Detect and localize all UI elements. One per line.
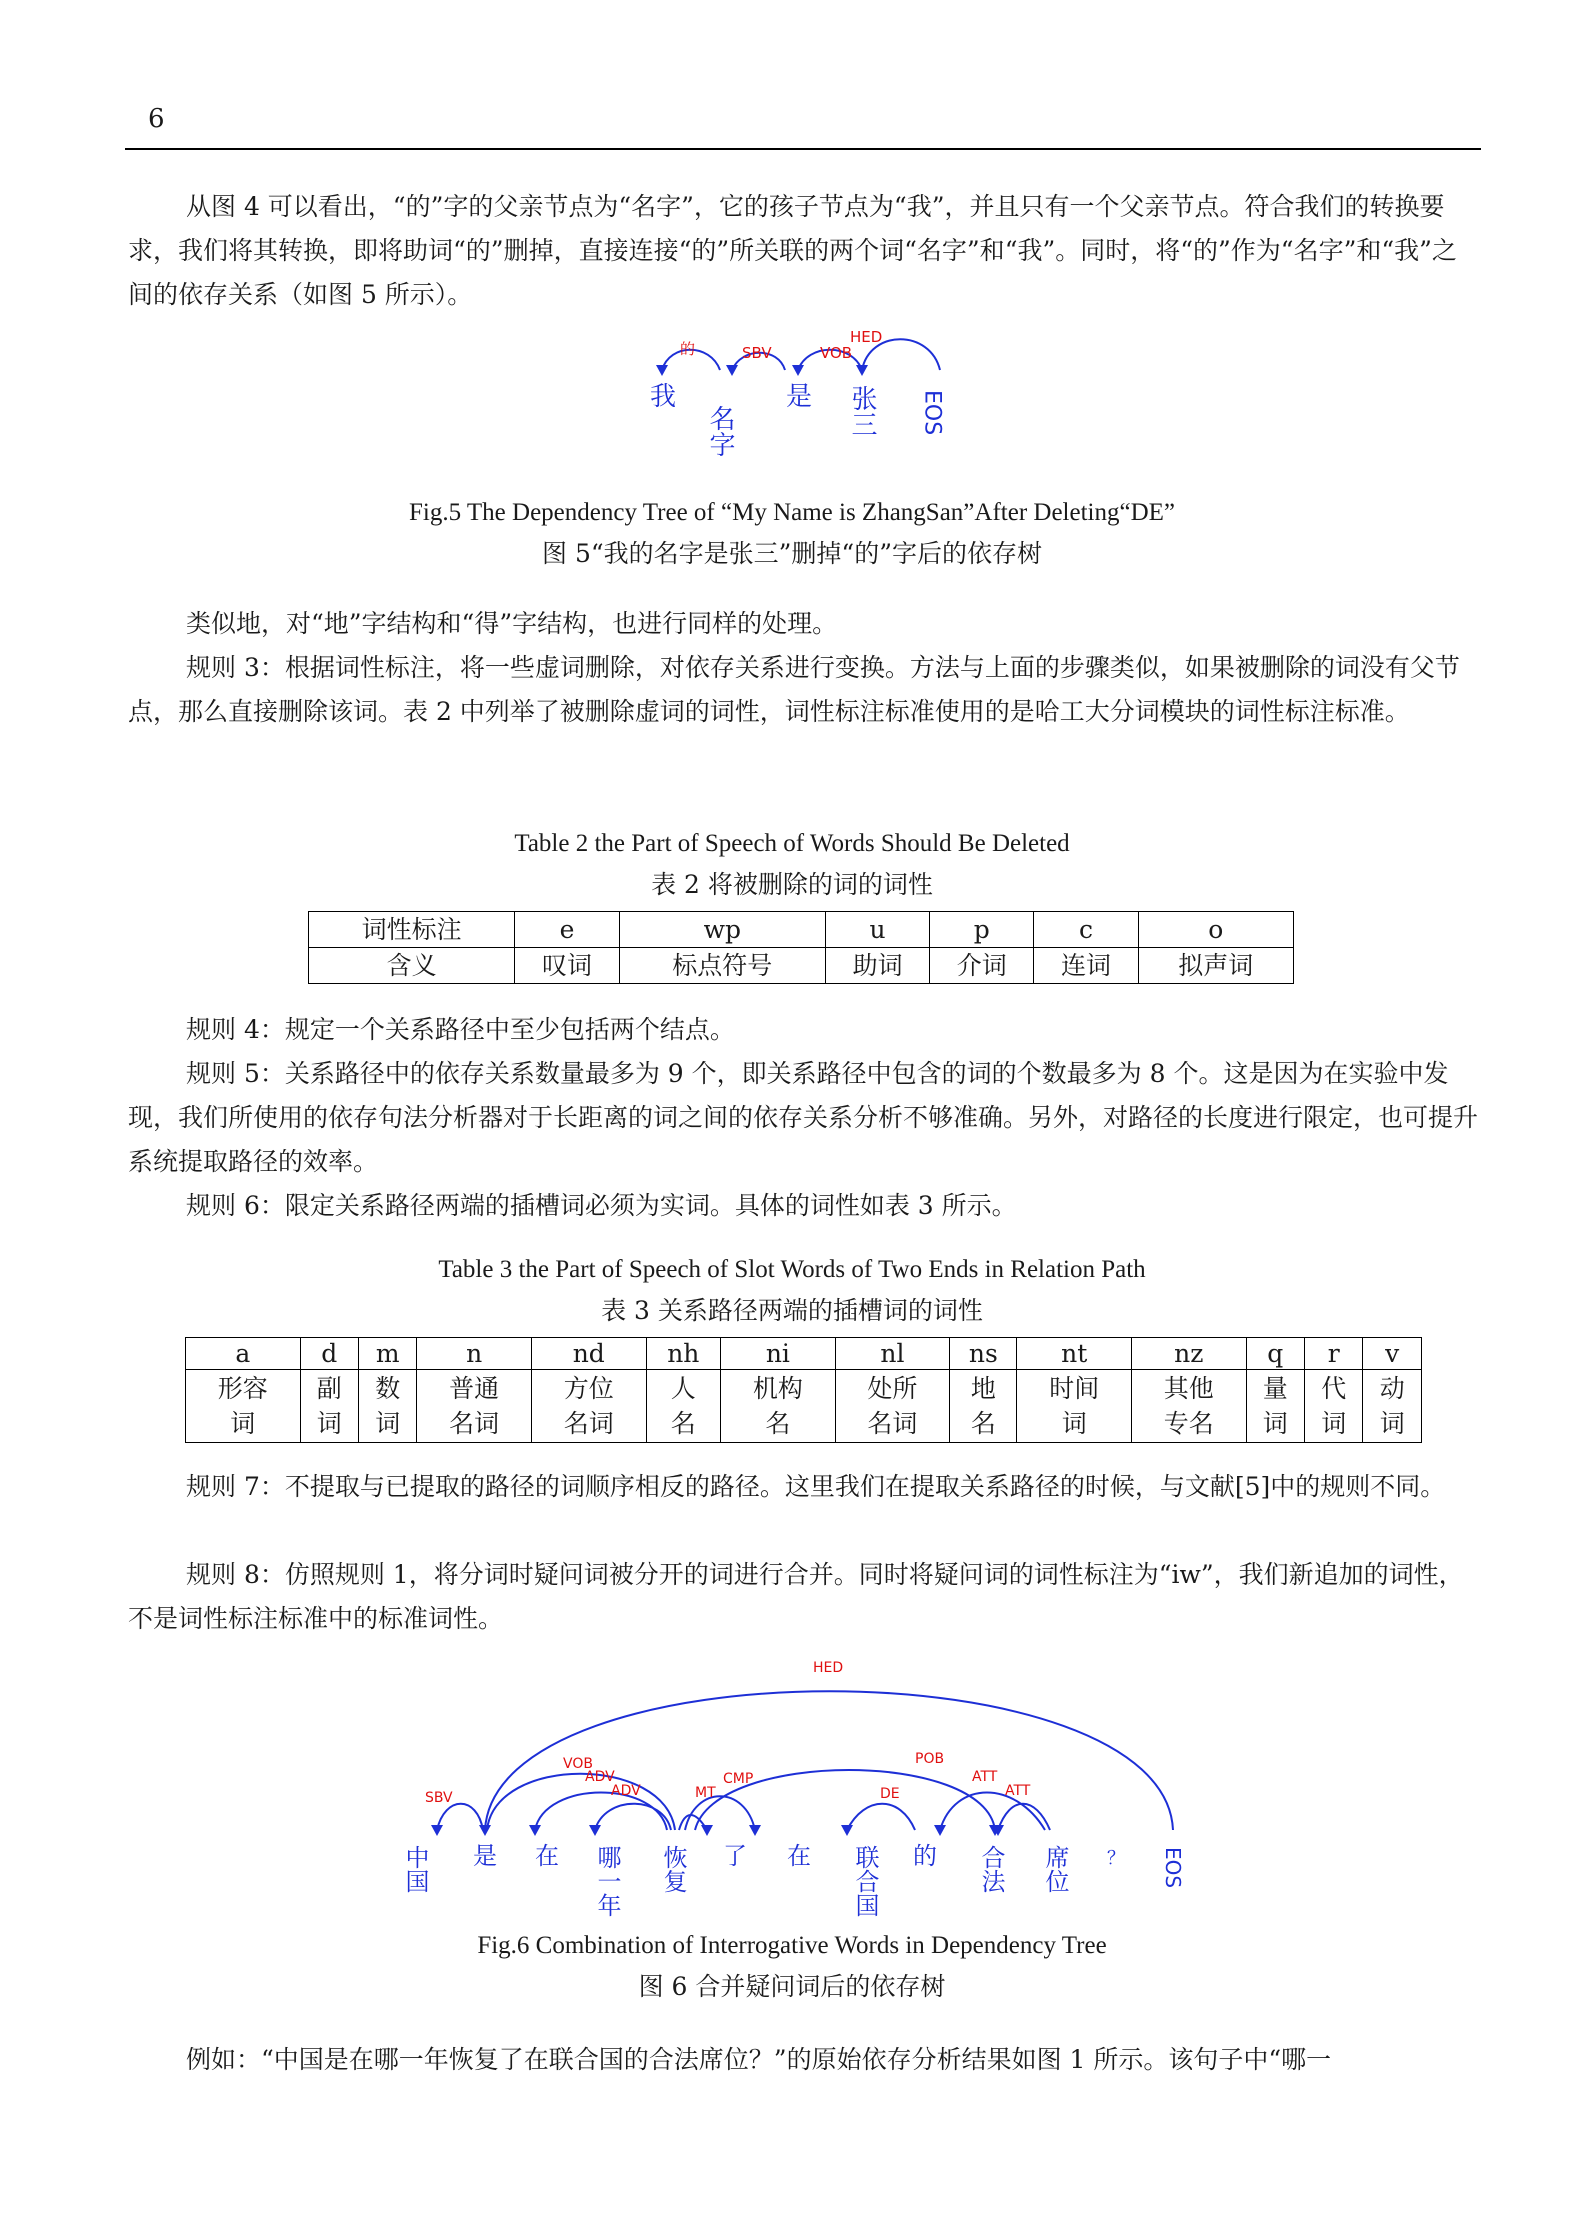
- fig5-word: 是: [786, 382, 813, 412]
- fig6-word: 联合国: [851, 1845, 879, 1917]
- fig6-arc-label: ATT: [972, 1769, 998, 1785]
- table-cell: 助词: [825, 948, 929, 984]
- table-cell: [300, 1370, 358, 1443]
- table3-caption-en: Table 3 the Part of Speech of Slot Words of Two Ends in Relation Path: [438, 1256, 1146, 1283]
- table-cell: nd: [531, 1338, 646, 1370]
- cell-line: 方位: [563, 1374, 614, 1403]
- cell-line: 词: [1262, 1409, 1288, 1438]
- fig6-word: 在: [535, 1842, 559, 1870]
- table-cell: 连词: [1034, 948, 1138, 984]
- table-cell: e: [515, 912, 619, 948]
- table-row: [186, 1338, 1422, 1370]
- table-cell: 标点符号: [619, 948, 825, 984]
- table-cell: [1017, 1370, 1132, 1443]
- table-cell: [950, 1370, 1017, 1443]
- table-cell: [1305, 1370, 1363, 1443]
- paragraph-9: 例如：“中国是在哪一年恢复了在联合国的合法席位？”的原始依存分析结果如图 1 所示。该句子中“哪一: [186, 2045, 1332, 2074]
- fig6-arc-label: SBV: [425, 1790, 453, 1806]
- cell-line: 普通: [449, 1374, 500, 1403]
- cell-line: 词: [1379, 1409, 1405, 1438]
- table-cell: q: [1246, 1338, 1304, 1370]
- fig5-word: EOS: [919, 390, 945, 436]
- table-cell: v: [1363, 1338, 1422, 1370]
- table-cell: m: [358, 1338, 416, 1370]
- fig6-arc-label: ADV: [585, 1769, 615, 1785]
- table-3: [185, 1337, 1422, 1443]
- fig6-word: 了: [723, 1842, 747, 1870]
- table-cell: 含义: [309, 948, 515, 984]
- cell-line: 量: [1262, 1374, 1288, 1403]
- paragraph-3: 规则 3：根据词性标注，将一些虚词删除，对依存关系进行变换。方法与上面的步骤类似，如果被删除的词没有父节点，那么直接删除该词。表 2 中列举了被删除虚词的词性，词性标注标准使用的是哈工大分词模块的词性标注标准。: [128, 653, 1460, 726]
- table-cell: [531, 1370, 646, 1443]
- table-cell: [1246, 1370, 1304, 1443]
- table-row: [186, 1370, 1422, 1443]
- fig6-word: 中国: [401, 1845, 429, 1893]
- table-cell: [835, 1370, 950, 1443]
- fig6-word: 哪一年: [593, 1845, 621, 1917]
- table-cell: wp: [619, 912, 825, 948]
- table-cell: [417, 1370, 532, 1443]
- paragraph-5: 规则 5：关系路径中的依存关系数量最多为 9 个，即关系路径中包含的词的个数最多为 8 个。这是因为在实验中发现，我们所使用的依存句法分析器对于长距离的词之间的依存关系分析不够准确。另外，对路径的长度进行限定，也可提升系统提取路径的效率。: [128, 1059, 1479, 1176]
- table-cell: ns: [950, 1338, 1017, 1370]
- fig6-word: EOS: [1161, 1847, 1185, 1889]
- fig6-arc-label: VOB: [563, 1756, 593, 1772]
- table-cell: nt: [1017, 1338, 1132, 1370]
- fig6-word: ？: [1107, 1848, 1125, 1869]
- table-row: [309, 948, 1294, 984]
- table-cell: [186, 1370, 301, 1443]
- table-cell: [358, 1370, 416, 1443]
- cell-line: 词: [375, 1409, 401, 1438]
- figure-6-dependency-tree: [395, 1655, 1195, 1920]
- paragraph-1: 从图 4 可以看出，“的”字的父亲节点为“名字”，它的孩子节点为“我”，并且只有一个父亲节点。符合我们的转换要求，我们将其转换，即将助词“的”删掉，直接连接“的”所关联的两个词“名字”和“我”。同时，将“的”作为“名字”和“我”之间的依存关系（如图 5 所示）。: [128, 192, 1457, 309]
- fig5-word: 我: [650, 382, 677, 412]
- table-cell: 拟声词: [1138, 948, 1293, 984]
- cell-line: 名: [765, 1409, 791, 1438]
- table-cell: r: [1305, 1338, 1363, 1370]
- fig6-arc-label: MT: [695, 1785, 716, 1801]
- cell-line: 词: [1061, 1409, 1087, 1438]
- paragraph-6: 规则 6：限定关系路径两端的插槽词必须为实词。具体的词性如表 3 所示。: [186, 1191, 1017, 1220]
- table-cell: nz: [1132, 1338, 1247, 1370]
- paragraph-7: 规则 7：不提取与已提取的路径的词顺序相反的路径。这里我们在提取关系路径的时候，与文献[5]中的规则不同。: [186, 1472, 1446, 1501]
- cell-line: 名词: [867, 1409, 918, 1438]
- table-cell: [646, 1370, 721, 1443]
- fig6-arc-label: ADV: [611, 1783, 641, 1799]
- cell-line: 词: [230, 1409, 256, 1438]
- figure-5-dependency-tree: [630, 325, 960, 485]
- fig6-word: 合法: [977, 1845, 1005, 1893]
- fig6-arc-label: POB: [915, 1751, 945, 1767]
- cell-line: 数: [375, 1374, 401, 1403]
- fig6-word: 恢复: [659, 1845, 687, 1893]
- table-cell: 介词: [930, 948, 1034, 984]
- cell-line: 其他: [1163, 1374, 1214, 1403]
- cell-line: 地: [970, 1374, 996, 1403]
- fig5-arc-label: HED: [850, 328, 883, 346]
- table2-caption-cn: 表 2 将被删除的词的词性: [651, 870, 933, 899]
- cell-line: 专名: [1163, 1409, 1214, 1438]
- cell-line: 处所: [867, 1374, 918, 1403]
- table-cell: d: [300, 1338, 358, 1370]
- fig6-arc-label: DE: [880, 1786, 900, 1802]
- cell-line: 词: [316, 1409, 342, 1438]
- fig5-caption-en: Fig.5 The Dependency Tree of “My Name is ZhangSan”After Deleting“DE”: [409, 499, 1175, 526]
- cell-line: 人: [670, 1374, 696, 1403]
- table3-caption-cn: 表 3 关系路径两端的插槽词的词性: [601, 1296, 983, 1325]
- paragraph-4: 规则 4：规定一个关系路径中至少包括两个结点。: [186, 1015, 735, 1044]
- table-row: [309, 912, 1294, 948]
- table-cell: 词性标注: [309, 912, 515, 948]
- fig5-arc-label: SBV: [742, 344, 772, 362]
- cell-line: 词: [1321, 1409, 1347, 1438]
- cell-line: 时间: [1049, 1374, 1100, 1403]
- cell-line: 机构: [752, 1374, 803, 1403]
- table-cell: nl: [835, 1338, 950, 1370]
- table-cell: u: [825, 912, 929, 948]
- fig5-arc-label: 的: [680, 340, 696, 358]
- fig6-arc-label: HED: [813, 1660, 844, 1676]
- table2-caption-en: Table 2 the Part of Speech of Words Should Be Deleted: [514, 830, 1070, 857]
- table-cell: [1363, 1370, 1422, 1443]
- page-number: 6: [148, 104, 165, 134]
- cell-line: 名词: [449, 1409, 500, 1438]
- fig5-word: 名字: [705, 405, 735, 457]
- table-cell: p: [930, 912, 1034, 948]
- header-rule: [125, 148, 1481, 150]
- fig5-word: 张三: [847, 385, 877, 437]
- table-cell: [1132, 1370, 1247, 1443]
- fig6-word: 的: [913, 1842, 937, 1870]
- fig6-word: 席位: [1041, 1845, 1069, 1893]
- fig6-arc-label: ATT: [1005, 1783, 1031, 1799]
- table-cell: n: [417, 1338, 532, 1370]
- cell-line: 代: [1321, 1374, 1347, 1403]
- cell-line: 动: [1379, 1374, 1405, 1403]
- table-cell: a: [186, 1338, 301, 1370]
- table-cell: [721, 1370, 836, 1443]
- table-cell: c: [1034, 912, 1138, 948]
- table-cell: nh: [646, 1338, 721, 1370]
- cell-line: 副: [316, 1374, 342, 1403]
- cell-line: 形容: [217, 1374, 268, 1403]
- fig6-caption-en: Fig.6 Combination of Interrogative Words in Dependency Tree: [477, 1932, 1107, 1959]
- fig6-arc-label: CMP: [723, 1771, 754, 1787]
- cell-line: 名词: [563, 1409, 614, 1438]
- fig5-caption-cn: 图 5“我的名字是张三”删掉“的”字后的依存树: [542, 539, 1042, 568]
- fig6-word: 是: [473, 1842, 497, 1870]
- table-cell: o: [1138, 912, 1293, 948]
- fig6-word: 在: [787, 1842, 811, 1870]
- fig6-caption-cn: 图 6 合并疑问词后的依存树: [638, 1972, 946, 2001]
- fig5-arc-label: VOB: [820, 344, 853, 362]
- cell-line: 名: [670, 1409, 696, 1438]
- table-cell: 叹词: [515, 948, 619, 984]
- paragraph-2: 类似地，对“地”字结构和“得”字结构，也进行同样的处理。: [186, 609, 838, 638]
- paragraph-8: 规则 8：仿照规则 1，将分词时疑问词被分开的词进行合并。同时将疑问词的词性标注为“iw”，我们新追加的词性，不是词性标注标准中的标准词性。: [128, 1560, 1464, 1633]
- cell-line: 名: [970, 1409, 996, 1438]
- table-2: [308, 911, 1294, 984]
- table-cell: ni: [721, 1338, 836, 1370]
